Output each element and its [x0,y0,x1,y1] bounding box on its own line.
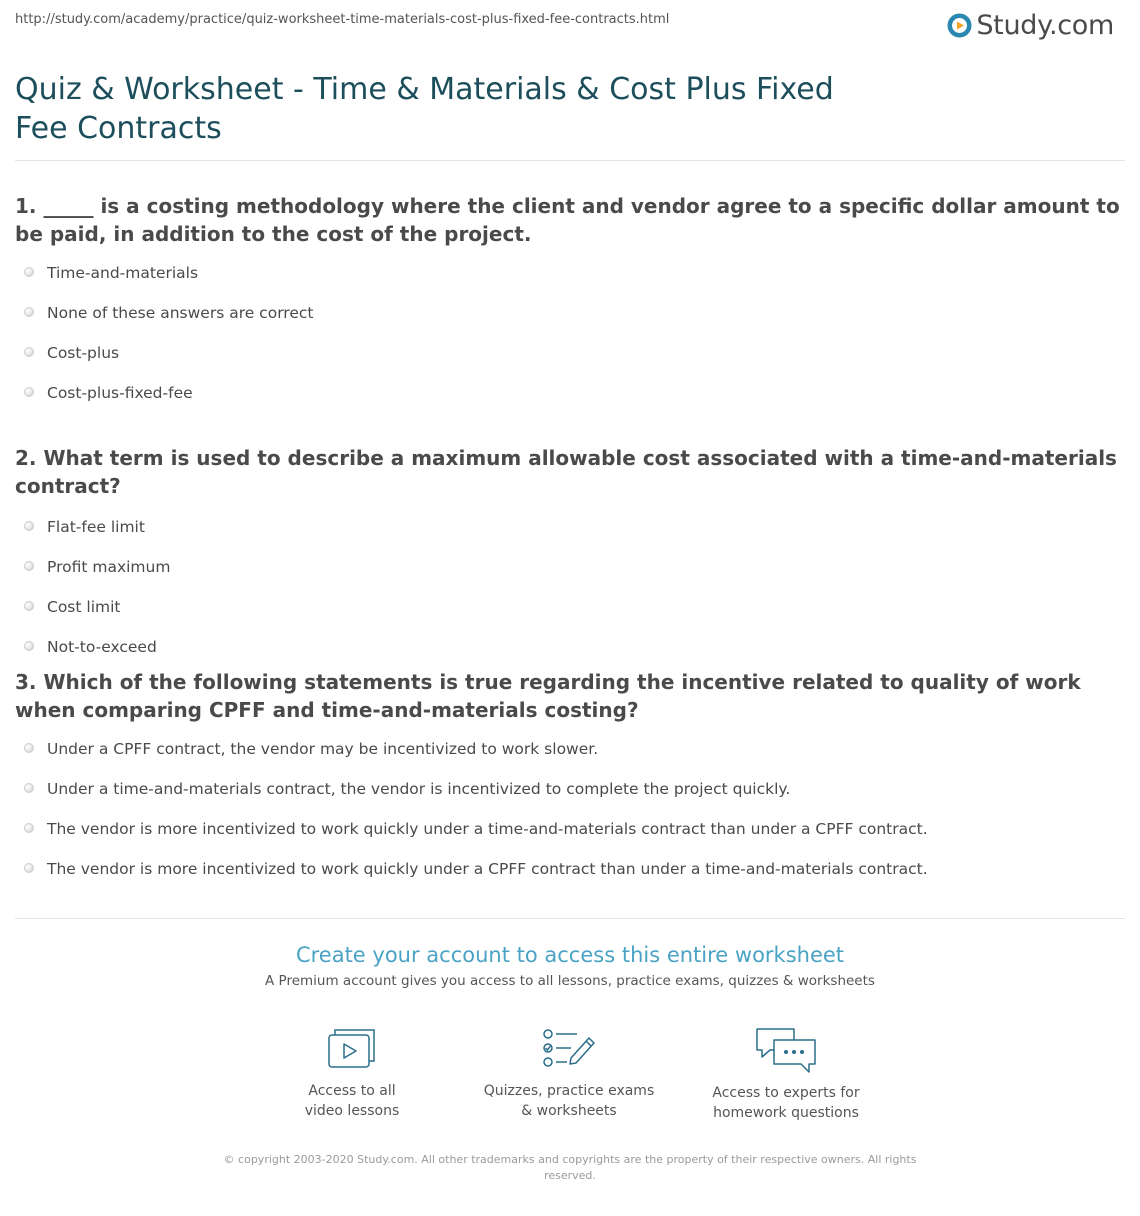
answer-label: Under a CPFF contract, the vendor may be incentivized to work slower. [47,740,599,758]
radio-button[interactable] [24,823,34,833]
radio-button[interactable] [24,267,34,277]
answer-label: Time-and-materials [47,264,199,282]
feature-video-lessons [252,1026,452,1121]
answer-option[interactable] [15,517,1125,557]
answer-label: Cost-plus [47,344,120,362]
logo-text: Study.com [976,9,1114,41]
answer-label: None of these answers are correct [47,304,314,322]
feature-label: Access to all video lessons [304,1083,400,1119]
radio-button[interactable] [24,743,34,753]
question-1 [15,192,1125,423]
title-divider [15,160,1125,161]
question-2 [15,444,1125,677]
feature-label: Quizzes, practice exams & worksheets [483,1083,655,1119]
chat-bubbles-icon [754,1026,818,1074]
cta-subtitle: A Premium account gives you access to all lessons, practice exams, quizzes & worksheets [265,973,875,989]
answer-option[interactable] [15,263,1125,303]
premium-features [0,1026,1140,1126]
answer-label: Not-to-exceed [47,638,157,656]
answer-label: Under a time-and-materials contract, the vendor is incentivized to complete the project quickly. [47,780,791,798]
answer-option[interactable] [15,303,1125,343]
answer-options [15,739,1125,899]
video-lessons-icon [326,1026,378,1072]
answer-option[interactable] [15,557,1125,597]
question-text: 3. Which of the following statements is true regarding the incentive related to quality of work when comparing CPFF and time-and-materials costing? [15,670,1081,722]
page-title: Quiz & Worksheet - Time & Materials & Cost Plus Fixed Fee Contracts [15,72,834,146]
feature-quizzes [469,1026,669,1121]
logo-play-icon [947,13,972,38]
copyright-notice: © copyright 2003-2020 Study.com. All other trademarks and copyrights are the property of their respective owners. All rights reserved. [223,1153,917,1182]
radio-button[interactable] [24,863,34,873]
radio-button[interactable] [24,783,34,793]
answer-option[interactable] [15,779,1125,819]
radio-button[interactable] [24,307,34,317]
radio-button[interactable] [24,561,34,571]
answer-options [15,517,1125,677]
answer-option[interactable] [15,597,1125,637]
feature-experts [686,1026,886,1123]
radio-button[interactable] [24,601,34,611]
answer-label: Flat-fee limit [47,518,145,536]
answer-option[interactable] [15,383,1125,423]
study-logo[interactable] [947,6,1114,44]
answer-label: Cost limit [47,598,121,616]
answer-option[interactable] [15,819,1125,859]
radio-button[interactable] [24,347,34,357]
page-url[interactable]: http://study.com/academy/practice/quiz-worksheet-time-materials-cost-plus-fixed-fee-contracts.html [15,12,670,27]
answer-label: The vendor is more incentivized to work quickly under a time-and-materials contract than under a CPFF contract. [47,820,928,838]
question-3 [15,668,1125,899]
question-text: 1. _____ is a costing methodology where the client and vendor agree to a specific dollar amount to be paid, in addition to the cost of the project. [15,194,1120,246]
cta-title-link[interactable]: Create your account to access this entire worksheet [295,943,845,967]
answer-option[interactable] [15,343,1125,383]
question-text: 2. What term is used to describe a maximum allowable cost associated with a time-and-materials contract? [15,446,1117,498]
radio-button[interactable] [24,641,34,651]
signup-cta [15,942,1125,990]
top-bar [15,0,1125,50]
answer-label: Profit maximum [47,558,171,576]
answer-options [15,263,1125,423]
quiz-checklist-icon [541,1026,597,1072]
answer-option[interactable] [15,739,1125,779]
answer-label: Cost-plus-fixed-fee [47,384,193,402]
radio-button[interactable] [24,521,34,531]
radio-button[interactable] [24,387,34,397]
answer-label: The vendor is more incentivized to work quickly under a CPFF contract than under a time-and-materials contract. [47,860,928,878]
answer-option[interactable] [15,859,1125,899]
questions-divider [15,918,1125,919]
feature-label: Access to experts for homework questions [712,1085,860,1121]
